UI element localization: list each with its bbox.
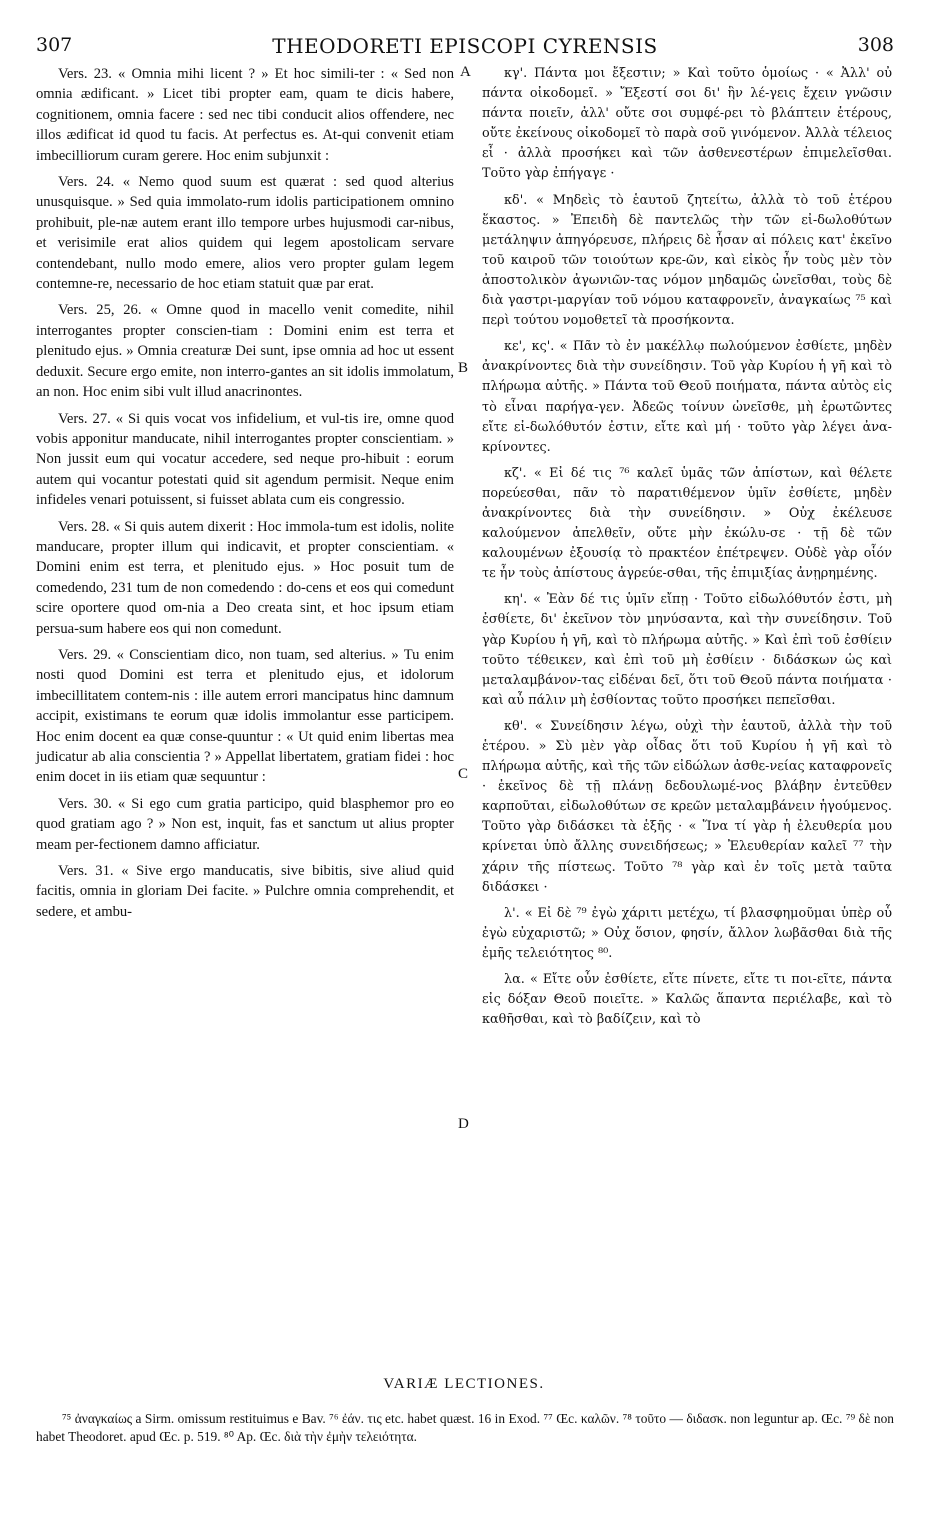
footnote-text: ⁷⁵ ἀναγκαίως a Sirm. omissum restituimus e Bav. ⁷⁶ ἐάν. τις etc. habet quæst. 16 in Exod. ⁷⁷ Œc. καλῶν. ⁷⁸ τοῦτο — διδασκ. non leguntur ap. Œc. ⁷⁹ δὲ non habet Theodoret. apud Œc. p. 519. ⁸⁰ Ap. Œc. διὰ τὴν ἐμὴν τελειότητα. — [36, 1411, 894, 1444]
margin-letter-c: C — [458, 766, 469, 782]
greek-verse-29: κθ'. « Συνείδησιν λέγω, οὐχὶ τὴν ἑαυτοῦ, ἀλλὰ τὴν τοῦ ἑτέρου. » Σὺ μὲν γὰρ οἶδας ὅτι τοῦ Κυρίου ἡ γῆ καὶ τὸ πλήρωμα αὐτῆς, καὶ τῆς τῶν εἰδώλων ἀσθε-νείας καταφρονεῖς · ἐκεῖνος δὲ τῇ πλάνῃ δεδουλωμέ-νος βλάβην ἐντεῦθεν καρποῦται, εἰδωλοθύτων σε κρεῶν μεταλαμβάνειν ἡγούμενος. Τοῦτο γὰρ διδάσκει τὰ ἑξῆς · « Ἵνα τί γὰρ ἡ ἐλευθερία μου κρίνεται ὑπὸ ἄλλης συνειδήσεως; » Ἐλευθερίαν καλεῖ ⁷⁷ τὴν χάριν τῆς πίστεως. Τοῦτο ⁷⁸ γὰρ καὶ ἐν τοῖς μετὰ ταῦτα διδάσκει · — [482, 718, 892, 895]
latin-verse-24: Vers. 24. « Nemo quod suum est quærat : sed quod alterius unusquisque. » Sed quia immolato-rum idolis participationem omnino prohibuit, ple-næ autem erant illo tempore urbes hujusmodi car-nibus, et verisimile erat alios quidem qui legem apostolicam servare contendebant, nullo modo emere, alios vero propter gulam legem contemne-re, necessario de hoc etiam statuit quæ par erat. — [36, 174, 454, 293]
latin-verse-30: Vers. 30. « Si ego cum gratia participo, quid blasphemor pro eo quod gratiam ago ? » Non est, inquit, fas et sanctum ut alius propter meam per-fectionem damno afficiatur. — [36, 795, 454, 853]
latin-verse-25-26: Vers. 25, 26. « Omne quod in macello venit comedite, nihil interrogantes propter conscien-tiam : Domini enim est terra et plenitudo ejus. » Omnia creaturæ Dei sunt, ipse omnia ad hoc ut essent deduxit. Secure ergo emite, non interro-gantes an sit idolis immolatum, an non. Hoc enim sibi vult illud anacrinontes. — [36, 302, 454, 401]
variae-lectiones-heading: VARIÆ LECTIONES. — [383, 1376, 545, 1392]
page-number-left: 307 — [36, 34, 73, 56]
latin-verse-31: Vers. 31. « Sive ergo manducatis, sive bibitis, sive aliud quid facitis, omnia in gloriam Dei facite. » Pulchre omnia comprehendit, et sedere, et ambu- — [36, 863, 454, 920]
margin-letter-d: D — [458, 1116, 469, 1132]
greek-verse-23: κγ'. Πάντα μοι ἔξεστιν; » Καὶ τοῦτο ὁμοίως · « Ἀλλ' οὐ πάντα οἰκοδομεῖ. » Ἔξεστί σοι δι' ἣν λέ-γεις ἔχειν γνῶσιν πάντα ποιεῖν, ἀλλ' οὔτε σοι συμφέ-ρει τὸ βλάπτειν ἑτέρους, οὔτε ἐκείνους οἰκοδομεῖ τὸ παρὰ σοῦ γινόμενον. Ἀλλὰ τέλειος εἶ · ἀλλὰ προσήκει καὶ τῶν ἀσθενεστέρων ἐπιμελεῖσθαι. Τοῦτο γὰρ ἐπήγαγε · — [482, 66, 892, 182]
page-number-right: 308 — [857, 34, 894, 56]
footnotes — [36, 1410, 894, 1446]
page-header — [36, 30, 894, 62]
margin-letter-b: B — [458, 360, 469, 376]
greek-verse-24: κδ'. « Μηδεὶς τὸ ἑαυτοῦ ζητείτω, ἀλλὰ τὸ τοῦ ἑτέρου ἕκαστος. » Ἐπειδὴ δὲ παντελῶς τὴν τῶν εἰ-δωλοθύτων μετάληψιν ἀπηγόρευσε, πλήρεις δὲ ἦσαν αἱ πόλεις κατ' ἐκεῖνο τοῦ καιροῦ τῶν τοιούτων κρε-ῶν, καὶ εἰκὸς ἦν τοὺς μὲν τὸν ἀποστολικὸν ἀγωνιῶν-τας νόμον μηδαμῶς ὠνεῖσθαι, τοὺς δὲ διὰ γαστρι-μαργίαν τοῦ νόμου καταφρονεῖν, ἀναγκαίως ⁷⁵ καὶ περὶ τούτου νομοθετεῖ τὰ προσήκοντα. — [482, 192, 892, 329]
greek-verse-31: λα. « Εἴτε οὖν ἐσθίετε, εἴτε πίνετε, εἴτε τι ποι-εῖτε, πάντα εἰς δόξαν Θεοῦ ποιεῖτε. » Καλῶς ἅπαντα περιέλαβε, καὶ τὸ καθῆσθαι, καὶ τὸ βαδίζειν, καὶ τὸ — [482, 972, 892, 1028]
greek-verse-25-26: κε', κς'. « Πᾶν τὸ ἐν μακέλλῳ πωλούμενον ἐσθίετε, μηδὲν ἀνακρίνοντες διὰ τὴν συνείδησιν. Τοῦ γὰρ Κυρίου ἡ γῆ καὶ τὸ πλήρωμα αὐτῆς. » Πάντα τοῦ Θεοῦ ποιήματα, πάντα αὐτὸς εἰς τὸ εἶναι παρήγα-γεν. Ἀδεῶς τοίνυν ὠνεῖσθε, μὴ ἐρωτῶντες εἴτε εἰ-δωλόθυτόν ἐστιν, εἴτε καὶ μή · τοῦτο γὰρ λέγει ἀνα-κρίνοντες. — [482, 339, 892, 455]
latin-verse-27: Vers. 27. « Si quis vocat vos infidelium, et vul-tis ire, omne quod vobis apponitur manducate, nihil interrogantes propter conscientiam. » Non jussit eum qui vocatur accedere, sed neque pro-hibuit : eorum autem qui vocantur potestati quid sit agendum permisit. Neque enim infideles venari potuissent, si fuisset ablata cum eis congressio. — [36, 410, 454, 509]
latin-column — [36, 64, 454, 928]
greek-column — [482, 64, 892, 1036]
greek-verse-28: κη'. « Ἐὰν δέ τις ὑμῖν εἴπῃ · Τοῦτο εἰδωλόθυτόν ἐστι, μὴ ἐσθίετε, δι' ἐκεῖνον τὸν μηνύσαντα, καὶ τὴν συνείδησιν. Τοῦ γὰρ Κυρίου ἡ γῆ, καὶ τὸ πλήρωμα αὐτῆς. » Καὶ ἐπὶ τοῦ ἐσθίειν τοῦτο τέθεικεν, καὶ ἐπὶ τοῦ μὴ ἐσθίειν · διδάσκων ὡς καὶ μεταλαμβάνον-τας εἰδέναι δεῖ, ὅτι τοῦ Θεοῦ πάντα ποιήματα · καὶ αὖ πάλιν μὴ ἐσθίοντας τοῦτο προσήκει πεπεῖσθαι. — [482, 592, 892, 708]
greek-verse-27: κζ'. « Εἰ δέ τις ⁷⁶ καλεῖ ὑμᾶς τῶν ἀπίστων, καὶ θέλετε πορεύεσθαι, πᾶν τὸ παρατιθέμενον ὑμῖν ἐσθίετε, μηδὲν ἀνακρίνοντες διὰ τὴν συνείδησιν. » Οὐχ ἐκέλευσε καλούμενον ἀπελθεῖν, οὔτε μὴν ἐκώλυ-σε · τῇ δὲ τῶν καλουμένων ἐξουσίᾳ τὸ πρακτέον ἐπέτρεψεν. Οὐδὲ γὰρ οἷόν τε ἦν τοὺς ἀπίστους ἀγρεύε-σθαι, τῆς ἐπιμιξίας ἀνῃρημένης. — [482, 465, 892, 582]
latin-verse-29: Vers. 29. « Conscientiam dico, non tuam, sed alterius. » Tu enim nosti quod Domini est terra et plenitudo ejus, et idolorum imbecillitatem contem-nis : ille autem errori mancipatus hinc damnum accipit, existimans te eorum quæ idolis immolantur esse participem. Hoc enim docent ea quæ conse-quuntur : « Ut quid enim libertas mea judicatur ab alia conscientia ? » Appellat libertatem, gratiam fidei : hoc enim docet in iis etiam quæ sequuntur : — [36, 646, 454, 786]
margin-letter-a: A — [460, 64, 471, 80]
latin-verse-28: Vers. 28. « Si quis autem dixerit : Hoc immola-tum est idolis, nolite manducare, propter illum qui indicavit, et propter conscientiam. « Domini enim est terra, et plenitudo ejus. » Hoc posuit tum de comedendo, 231 tum de non comedendo : do-cens et eos qui comedunt scire oportere quod om-nia a Deo creata sint, et hoc ipsum etiam persua-sum habere eos qui non comedunt. — [36, 518, 454, 637]
latin-verse-23: Vers. 23. « Omnia mihi licent ? » Et hoc simili-ter : « Sed non omnia ædificant. » Licet tibi propter eam, quam te dicis habere, cognitionem, omnia facere : sed nec tibi conducit alios offendere, nec illos ædificat id quod tu facis. At perfectus es. At-qui convenit etiam imbecilliorum curam gerere. Hoc enim subjunxit : — [36, 66, 454, 164]
running-title: THEODORETI EPISCOPI CYRENSIS — [272, 34, 658, 58]
greek-verse-30: λ'. « Εἰ δὲ ⁷⁹ ἐγὼ χάριτι μετέχω, τί βλασφημοῦμαι ὑπὲρ οὗ ἐγὼ εὐχαριστῶ; » Οὐχ ὅσιον, φησίν, ἄλλον λωβᾶσθαι διὰ τῆς ἐμῆς τελειότητος ⁸⁰. — [482, 905, 892, 961]
